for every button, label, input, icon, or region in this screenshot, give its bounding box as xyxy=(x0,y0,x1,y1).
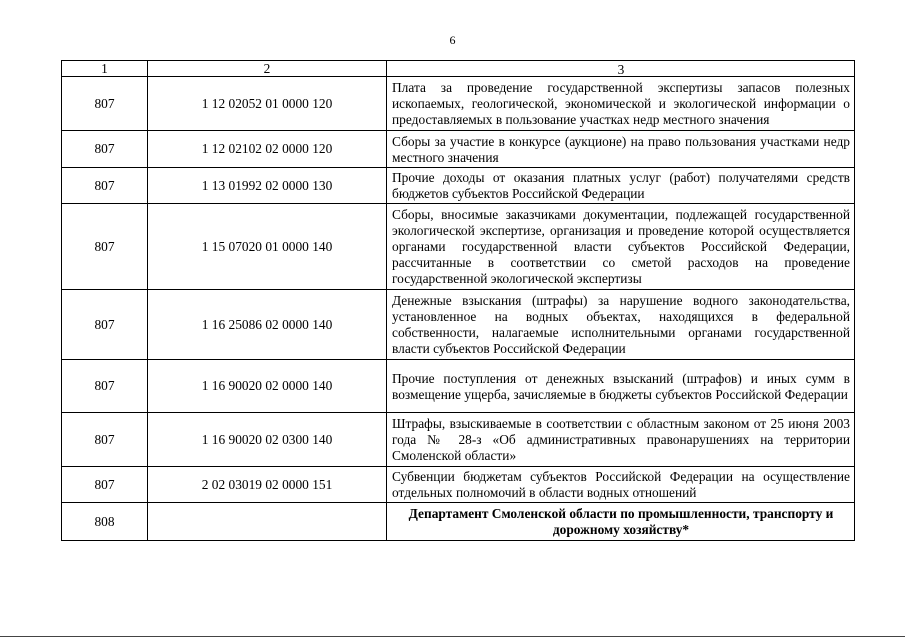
budget-classification-code-cell xyxy=(148,503,387,541)
revenue-name-cell: Сборы, вносимые заказчиками документации, подлежащей государственной экологической экспертизе, организация и проведение которой осуществляется органами государственной власти субъектов Российской Федерации, рассчитанные в соответствии со сметой расходов на проведение государственной экологической экспертизы xyxy=(387,204,855,290)
revenue-name-cell: Прочие поступления от денежных взысканий (штрафов) и иных сумм в возмещение ущерба, зачисляемые в бюджеты субъектов Российской Федерации xyxy=(387,360,855,413)
admin-code-cell: 807 xyxy=(62,413,148,467)
table-row xyxy=(62,290,855,360)
admin-code-cell: 807 xyxy=(62,168,148,204)
budget-classification-code-cell: 1 15 07020 01 0000 140 xyxy=(148,204,387,290)
table-row xyxy=(62,77,855,131)
admin-code-cell: 807 xyxy=(62,77,148,131)
revenue-name-cell: Штрафы, взыскиваемые в соответствии с областным законом от 25 июня 2003 года № 28-з «Об административных правонарушениях на территории Смоленской области» xyxy=(387,413,855,467)
budget-classification-code-cell: 1 13 01992 02 0000 130 xyxy=(148,168,387,204)
table-row xyxy=(62,204,855,290)
revenue-name-cell: Прочие доходы от оказания платных услуг (работ) получателями средств бюджетов субъектов Российской Федерации xyxy=(387,168,855,204)
admin-code-cell: 807 xyxy=(62,467,148,503)
admin-code-cell: 807 xyxy=(62,204,148,290)
table-row xyxy=(62,413,855,467)
column-header-2: 2 xyxy=(148,61,387,77)
table-row xyxy=(62,168,855,204)
admin-code-cell: 807 xyxy=(62,290,148,360)
revenue-name-cell: Сборы за участие в конкурсе (аукционе) на право пользования участками недр местного значения xyxy=(387,131,855,168)
budget-classification-code-cell: 1 16 90020 02 0000 140 xyxy=(148,360,387,413)
column-header-3: 3 xyxy=(387,61,855,77)
budget-classification-code-cell: 1 12 02102 02 0000 120 xyxy=(148,131,387,168)
budget-classification-code-cell: 1 16 90020 02 0300 140 xyxy=(148,413,387,467)
page-bottom-rule xyxy=(0,636,905,637)
admin-code-cell: 807 xyxy=(62,360,148,413)
table-row xyxy=(62,131,855,168)
department-row xyxy=(62,503,855,541)
budget-classification-code-cell: 2 02 03019 02 0000 151 xyxy=(148,467,387,503)
budget-classification-code-cell: 1 12 02052 01 0000 120 xyxy=(148,77,387,131)
revenue-codes-table xyxy=(61,60,855,541)
revenue-name-cell: Субвенции бюджетам субъектов Российской Федерации на осуществление отдельных полномочий в области водных отношений xyxy=(387,467,855,503)
table-header-row xyxy=(62,61,855,77)
page-number: 6 xyxy=(449,33,456,47)
budget-classification-code-cell: 1 16 25086 02 0000 140 xyxy=(148,290,387,360)
table-row xyxy=(62,467,855,503)
revenue-name-cell: Денежные взыскания (штрафы) за нарушение водного законодательства, установленное на водных объектах, находящихся в федеральной собственности, налагаемые исполнительными органами государственной власти субъектов Российской Федерации xyxy=(387,290,855,360)
table-row xyxy=(62,360,855,413)
column-header-1: 1 xyxy=(62,61,148,77)
department-name-cell: Департамент Смоленской области по промышленности, транспорту и дорожному хозяйству* xyxy=(387,503,855,541)
admin-code-cell: 807 xyxy=(62,131,148,168)
revenue-name-cell: Плата за проведение государственной экспертизы запасов полезных ископаемых, геологической, экономической и экологической информации о предоставляемых в пользование участках недр местного значения xyxy=(387,77,855,131)
admin-code-cell: 808 xyxy=(62,503,148,541)
